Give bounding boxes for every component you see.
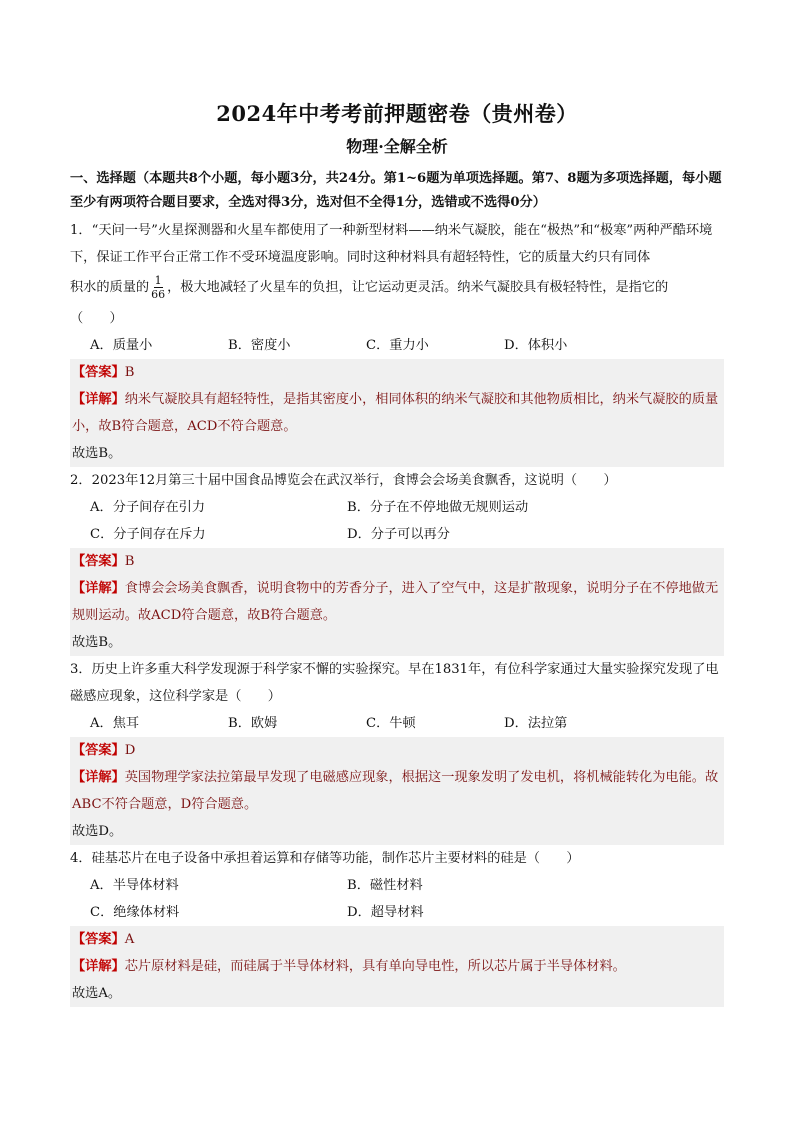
answer-value: B bbox=[124, 554, 135, 569]
question-3-solution bbox=[70, 737, 724, 845]
option-c: C．牛顿 bbox=[366, 716, 416, 731]
option-a: A．质量小 bbox=[90, 338, 153, 353]
option-c: C．绝缘体材料 bbox=[90, 905, 180, 920]
detail-label: 【详解】 bbox=[72, 392, 125, 407]
answer-label: 【答案】 bbox=[72, 743, 125, 758]
question-2-options-row1 bbox=[70, 494, 724, 521]
document-body bbox=[70, 167, 724, 1007]
conclusion-text: 故选B。 bbox=[72, 446, 122, 461]
question-2-options-row2 bbox=[70, 521, 724, 548]
question-2-solution bbox=[70, 548, 724, 656]
detail-text: 英国物理学家法拉第最早发现了电磁感应现象，根据这一现象发明了发电机，将机械能转化为电能。故ABC不符合题意，D符合题意。 bbox=[72, 770, 719, 812]
option-a: A．焦耳 bbox=[90, 716, 140, 731]
detail-label: 【详解】 bbox=[72, 770, 125, 785]
question-3-options bbox=[70, 710, 724, 737]
question-4-solution bbox=[70, 926, 724, 1007]
page-subtitle: 物理·全解全析 bbox=[346, 137, 448, 156]
option-d: D．分子可以再分 bbox=[347, 527, 450, 542]
question-1-text: 1．“天问一号”火星探测器和火星车都使用了一种新型材料——纳米气凝胶，能在“极热”和“极寒”两种严酷环境下，保证工作平台正常工作不受环境温度影响。同时这种材料具有超轻特性，它的质量大约只有同体 bbox=[70, 223, 713, 265]
option-d: D．法拉第 bbox=[504, 716, 568, 731]
conclusion-text: 故选B。 bbox=[72, 635, 122, 650]
option-b: B．欧姆 bbox=[228, 716, 278, 731]
answer-value: B bbox=[124, 365, 135, 380]
question-4-options-row2 bbox=[70, 899, 724, 926]
question-2-text: 2．2023年12月第三十届中国食品博览会在武汉举行，食博会会场美食飘香，这说明（ ） bbox=[70, 473, 617, 488]
detail-text: 纳米气凝胶具有超轻特性，是指其密度小，相同体积的纳米气凝胶和其他物质相比，纳米气凝胶的质量小，故B符合题意，ACD不符合题意。 bbox=[72, 392, 719, 434]
question-1-options bbox=[70, 332, 724, 359]
answer-value: A bbox=[124, 932, 135, 947]
answer-label: 【答案】 bbox=[72, 932, 125, 947]
option-c: C．分子间存在斥力 bbox=[90, 527, 206, 542]
option-d: D．体积小 bbox=[504, 338, 568, 353]
option-b: B．密度小 bbox=[228, 338, 291, 353]
fraction: $\frac{1}{66}$ bbox=[151, 274, 166, 301]
detail-text: 芯片原材料是硅，而硅属于半导体材料，具有单向导电性，所以芯片属于半导体材料。 bbox=[124, 959, 626, 974]
option-b: B．磁性材料 bbox=[347, 878, 423, 893]
conclusion-text: 故选D。 bbox=[72, 824, 123, 839]
option-d: D．超导材料 bbox=[347, 905, 424, 920]
option-c: C．重力小 bbox=[366, 338, 429, 353]
section-heading: 一、选择题（本题共8个小题，每小题3分，共24分。第1~6题为单项选择题。第7、8题为多项选择题，每小题至少有两项符合题目要求，全选对得3分，选对但不全得1分，选错或不选得0分） bbox=[70, 171, 722, 210]
answer-label: 【答案】 bbox=[72, 554, 125, 569]
question-1-solution bbox=[70, 359, 724, 467]
answer-label: 【答案】 bbox=[72, 365, 125, 380]
detail-label: 【详解】 bbox=[72, 959, 125, 974]
detail-label: 【详解】 bbox=[72, 581, 125, 596]
option-a: A．分子间存在引力 bbox=[90, 500, 206, 515]
question-4-text: 4．硅基芯片在电子设备中承担着运算和存储等功能，制作芯片主要材料的硅是（ ） bbox=[70, 851, 580, 866]
conclusion-text: 故选A。 bbox=[72, 986, 122, 1001]
answer-value: D bbox=[124, 743, 136, 758]
detail-text: 食博会会场美食飘香，说明食物中的芳香分子，进入了空气中，这是扩散现象，说明分子在不停地做无规则运动。故ACD符合题意，故B符合题意。 bbox=[72, 581, 719, 623]
page-title: 2024年中考考前押题密卷（贵州卷） bbox=[216, 101, 578, 126]
question-4-options-row1 bbox=[70, 872, 724, 899]
question-1-blank: （ ） bbox=[70, 311, 123, 326]
question-1-text-cont: 积水的质量的 $\frac{1}{66}$ ，极大地减轻了火星车的负担，让它运动更灵活。纳米气凝胶具有极轻特性，是指它的 bbox=[70, 274, 669, 301]
option-a: A．半导体材料 bbox=[90, 878, 179, 893]
option-b: B．分子在不停地做无规则运动 bbox=[347, 500, 529, 515]
question-3-text: 3．历史上许多重大科学发现源于科学家不懈的实验探究。早在1831年，有位科学家通过大量实验探究发现了电磁感应现象，这位科学家是（ ） bbox=[70, 662, 719, 704]
